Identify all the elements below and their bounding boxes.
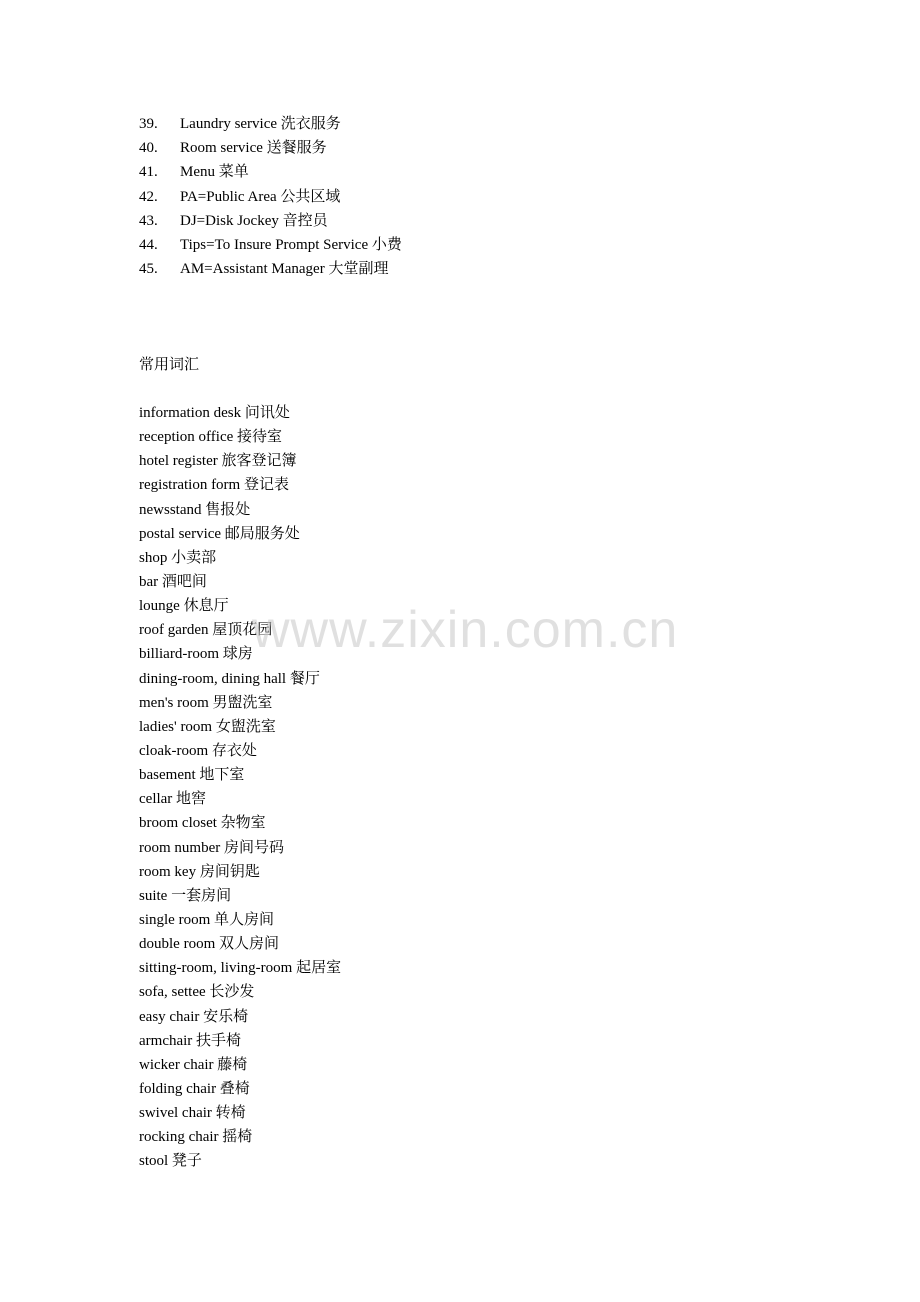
- item-number: 45.: [139, 261, 158, 278]
- list-item: [139, 209, 402, 233]
- vocab-item: dining-room, dining hall 餐厅: [139, 670, 320, 687]
- vocab-item: rocking chair 摇椅: [139, 1129, 253, 1146]
- item-number: 41.: [139, 164, 158, 181]
- vocab-item: folding chair 叠椅: [139, 1080, 250, 1097]
- vocab-item: swivel chair 转椅: [139, 1105, 246, 1122]
- vocab-item: lounge 休息厅: [139, 598, 229, 615]
- item-text: Laundry service 洗衣服务: [180, 116, 341, 132]
- vocab-item: armchair 扶手椅: [139, 1032, 242, 1049]
- vocabulary-list: [139, 401, 341, 1174]
- item-text: Menu 菜单: [180, 164, 249, 181]
- vocab-item: wicker chair 藤椅: [139, 1056, 248, 1073]
- list-item: [139, 185, 402, 209]
- item-number: 42.: [139, 188, 158, 205]
- list-item: [139, 257, 402, 281]
- item-number: 44.: [139, 236, 158, 253]
- vocab-item: reception office 接待室: [139, 429, 283, 446]
- vocab-item: easy chair 安乐椅: [139, 1008, 249, 1025]
- vocab-item: registration form 登记表: [139, 477, 289, 494]
- vocab-item: sitting-room, living-room 起居室: [139, 960, 342, 977]
- vocab-item: information desk 问讯处: [139, 405, 290, 421]
- vocab-item: cellar 地窖: [139, 791, 207, 808]
- item-text: Room service 送餐服务: [180, 140, 327, 157]
- vocab-item: hotel register 旅客登记簿: [139, 453, 297, 470]
- list-item: [139, 233, 402, 257]
- vocab-item: ladies' room 女盥洗室: [139, 718, 276, 735]
- vocab-item: stool 凳子: [139, 1153, 202, 1170]
- vocab-item: broom closet 杂物室: [139, 815, 266, 832]
- numbered-term-list: [139, 112, 402, 281]
- vocab-item: billiard-room 球房: [139, 646, 253, 663]
- vocab-item: shop 小卖部: [139, 549, 217, 566]
- vocab-item: postal service 邮局服务处: [139, 525, 300, 542]
- item-number: 43.: [139, 212, 158, 229]
- item-text: AM=Assistant Manager 大堂副理: [180, 261, 389, 278]
- section-heading: 常用词汇: [139, 357, 200, 373]
- vocab-item: men's room 男盥洗室: [139, 694, 273, 711]
- vocab-item: room number 房间号码: [139, 839, 284, 856]
- item-text: PA=Public Area 公共区域: [180, 188, 341, 205]
- vocab-item: cloak-room 存衣处: [139, 742, 257, 759]
- list-item: [139, 112, 402, 136]
- item-text: Tips=To Insure Prompt Service 小费: [180, 236, 402, 253]
- list-item: [139, 160, 402, 184]
- vocab-item: newsstand 售报处: [139, 501, 251, 518]
- vocab-item: bar 酒吧间: [139, 573, 207, 590]
- item-number: 40.: [139, 140, 158, 157]
- vocab-item: room key 房间钥匙: [139, 863, 260, 880]
- vocab-item: suite 一套房间: [139, 887, 232, 904]
- vocab-item: single room 单人房间: [139, 911, 274, 928]
- vocab-item: sofa, settee 长沙发: [139, 984, 255, 1001]
- watermark: www.zixin.com.cn: [252, 601, 679, 659]
- vocab-item: basement 地下室: [139, 767, 245, 784]
- item-number: 39.: [139, 116, 158, 132]
- item-text: DJ=Disk Jockey 音控员: [180, 212, 328, 229]
- list-item: [139, 136, 402, 160]
- vocab-item: double room 双人房间: [139, 936, 279, 953]
- vocab-item: roof garden 屋顶花园: [139, 622, 273, 639]
